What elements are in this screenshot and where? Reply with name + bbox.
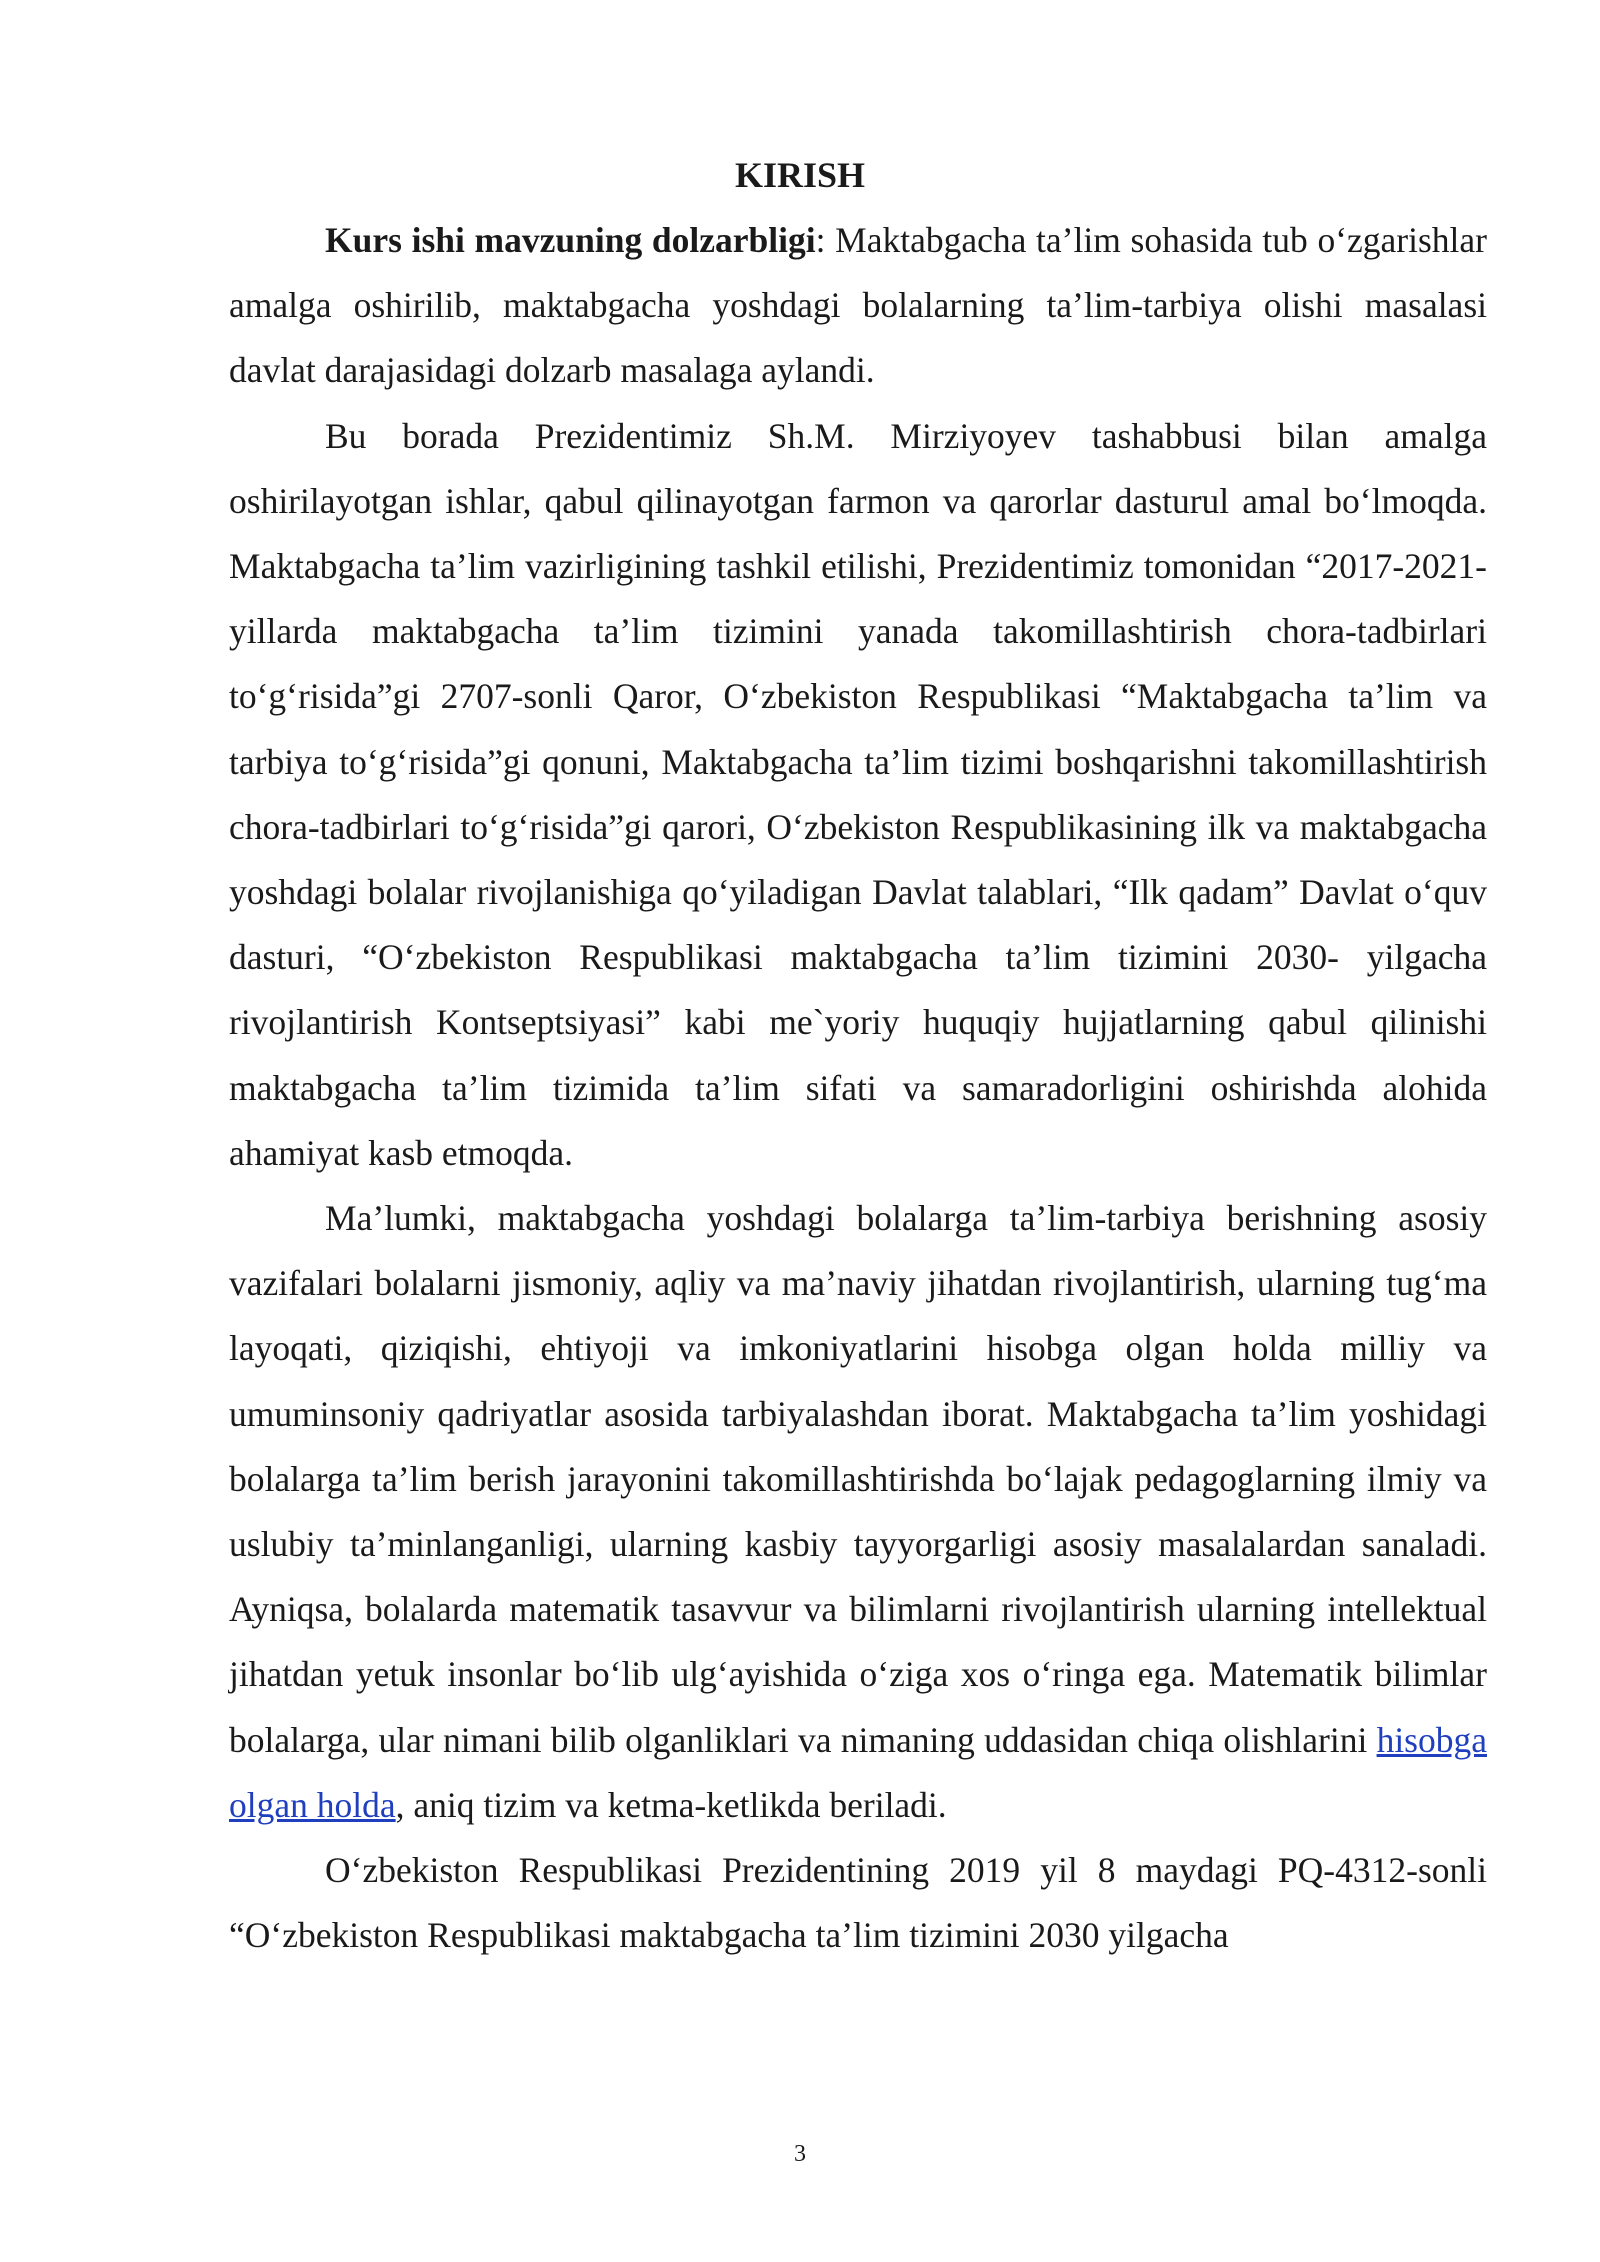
inline-hyperlink[interactable]: hisobga olgan holda bbox=[229, 1719, 1487, 1825]
page-number: 3 bbox=[794, 2141, 806, 2167]
paragraph-education-goals bbox=[229, 1186, 1487, 1838]
paragraph-lead-term: Kurs ishi mavzuning dolzarbligi bbox=[325, 220, 816, 260]
paragraph-text-after-link: , aniq tizim va ketma-ketlikda beriladi. bbox=[395, 1784, 947, 1825]
body-text bbox=[229, 208, 1487, 1968]
paragraph-decree bbox=[229, 1838, 1487, 1968]
section-heading: KIRISH bbox=[734, 155, 866, 195]
paragraph-text: O‘zbekiston Respublikasi Prezidentining 2019 yil 8 maydagi PQ-4312-sonli “O‘zbekiston Respublikasi maktabgacha ta’lim tizimini 2030 yilgacha bbox=[229, 1850, 1487, 1956]
paragraph-text: Maktabgacha ta’lim sohasida tub o‘zgarishlar amalga oshirilib, maktabgacha yoshdagi bolalarning ta’lim-tarbiya olishi masalasi davlat darajasidagi dolzarb masalaga aylandi. bbox=[229, 220, 1487, 391]
paragraph-relevance bbox=[229, 208, 1487, 404]
paragraph-lead-separator: : bbox=[815, 220, 826, 260]
paragraph-text-before-link: Ma’lumki, maktabgacha yoshdagi bolalarga ta’lim-tarbiya berishning asosiy vazifalari bolalarni jismoniy, aqliy va ma’naviy jihatdan rivojlantirish, ularning tug‘ma layoqati, qiziqishi, ehtiyoji va imkoniyatlarini hisobga olgan holda milliy va umuminsoniy qadriyatlar asosida tarbiyalashdan iborat. Maktabgacha ta’lim yoshidagi bolalarga ta’lim berish jarayonini takomillashtirishda bo‘lajak pedagoglarning ilmiy va uslubiy ta’minlanganligi, ularning kasbiy tayyorgarligi asosiy masalalardan sanaladi. Ayniqsa, bolalarda matematik tasavvur va bilimlarni rivojlantirish ularning intellektual jihatdan yetuk insonlar bo‘lib ulg‘ayishida o‘ziga xos o‘ringa ega. Matematik bilimlar bolalarga, ular nimani bilib olganliklari va nimaning uddasidan chiqa olishlarini bbox=[229, 1198, 1487, 1760]
paragraph-text: Bu borada Prezidentimiz Sh.M. Mirziyoyev tashabbusi bilan amalga oshirilayotgan ishlar, qabul qilinayotgan farmon va qarorlar dasturul amal bo‘lmoqda. Maktabgacha ta’lim vazirligining tashkil etilishi, Prezidentimiz tomonidan “2017-2021-yillarda maktabgacha ta’lim tizimini yanada takomillashtirish chora-tadbirlari to‘g‘risida”gi 2707-sonli Qaror, O‘zbekiston Respublikasi “Maktabgacha ta’lim va tarbiya to‘g‘risida”gi qonuni, Maktabgacha ta’lim tizimi boshqarishni takomillashtirish chora-tadbirlari to‘g‘risida”gi qarori, O‘zbekiston Respublikasining ilk va maktabgacha yoshdagi bolalar rivojlanishiga qo‘yiladigan Davlat talablari, “Ilk qadam” Davlat o‘quv dasturi, “O‘zbekiston Respublikasi maktabgacha ta’lim tizimini 2030- yilgacha rivojlantirish Kontseptsiyasi” kabi me`yoriy huquqiy hujjatlarning qabul qilinishi maktabgacha ta’lim tizimida ta’lim sifati va samaradorligini oshirishda alohida ahamiyat kasb etmoqda. bbox=[229, 415, 1487, 1173]
paragraph-legal-framework bbox=[229, 404, 1487, 1186]
